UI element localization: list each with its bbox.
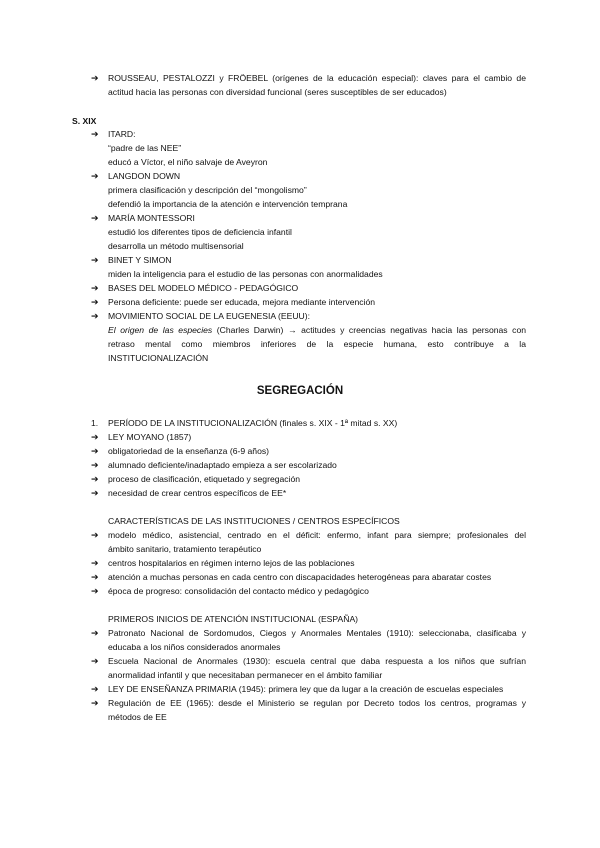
bullet-arrow-icon: ➔ [91,474,99,484]
bullet-arrow-icon: ➔ [91,129,99,139]
section-heading-sxix: S. XIX [72,116,97,126]
bases-modelo: BASES DEL MODELO MÉDICO - PEDAGÓGICO [108,283,299,293]
inicios-heading: PRIMEROS INICIOS DE ATENCIÓN INSTITUCIONAL (ESPAÑA) [108,614,359,624]
book-title: El origen de las especies [108,325,213,335]
inicio-1-line-2: educaba a los niños considerados anormales [108,642,281,652]
list-item: LEY MOYANO (1857) [108,432,192,442]
list-item: obligatoriedad de la enseñanza (6-9 años) [108,446,270,456]
langdon-line-2: defendió la importancia de la atención e intervención temprana [108,199,348,209]
caracteristicas-heading: CARACTERÍSTICAS DE LAS INSTITUCIONES / CENTROS ESPECÍFICOS [108,516,400,526]
eugenesia-line-2: retraso mental como miembros inferiores de la especie humana, esto contribuye a la [108,339,526,349]
inicio-4-line-1: Regulación de EE (1965): desde el Ministerio se regulan por Decreto todos los centros, programas y [108,698,526,708]
bullet-arrow-icon: ➔ [91,297,99,307]
bullet-arrow-icon: ➔ [91,432,99,442]
caracteristica-1-line-2: ámbito sanitario, tratamiento terapéutico [108,544,262,554]
persona-deficiente: Persona deficiente: puede ser educada, mejora mediante intervención [108,297,376,307]
bullet-arrow-icon: ➔ [91,460,99,470]
eugenesia-line-1 [108,325,526,336]
intro-line-1: ROUSSEAU, PESTALOZZI y FRÖEBEL (orígenes de la educación especial): claves para el cambio de [108,73,526,83]
bullet-arrow-icon: ➔ [91,311,99,321]
inicio-3: LEY DE ENSEÑANZA PRIMARIA (1945): primera ley que da lugar a la creación de escuelas especiales [108,684,504,694]
bullet-arrow-icon: ➔ [91,73,99,83]
inicio-4-line-2: métodos de EE [108,712,167,722]
binet-line-1: miden la inteligencia para el estudio de las personas con anormalidades [108,269,383,279]
bullet-arrow-icon: ➔ [91,283,99,293]
bullet-arrow-icon: ➔ [91,446,99,456]
inicio-2-line-1: Escuela Nacional de Anormales (1930): escuela central que daba respuesta a los niños que sufrían [108,656,526,666]
list-item: proceso de clasificación, etiquetado y segregación [108,474,301,484]
caracteristica-2: centros hospitalarios en régimen interno lejos de las poblaciones [108,558,355,568]
numbered-marker: 1. [91,418,99,428]
langdon-line-1: primera clasificación y descripción del “mongolismo” [108,185,307,195]
bullet-arrow-icon: ➔ [91,213,99,223]
eugenesia-name: MOVIMIENTO SOCIAL DE LA EUGENESIA (EEUU): [108,311,310,321]
bullet-arrow-icon: ➔ [91,488,99,498]
langdon-name: LANGDON DOWN [108,171,181,181]
binet-name: BINET Y SIMON [108,255,172,265]
bullet-arrow-icon: ➔ [91,656,99,666]
caracteristica-4: época de progreso: consolidación del contacto médico y pedagógico [108,586,369,596]
list-item: necesidad de crear centros específicos de EE* [108,488,287,498]
bullet-arrow-icon: ➔ [91,684,99,694]
bullet-arrow-icon: ➔ [91,586,99,596]
bullet-arrow-icon: ➔ [91,572,99,582]
inicio-1-line-1: Patronato Nacional de Sordomudos, Ciegos y Anormales Mentales (1910): seleccionaba, clasificaba y [108,628,526,638]
montessori-name: MARÍA MONTESSORI [108,213,195,223]
bullet-arrow-icon: ➔ [91,558,99,568]
bullet-arrow-icon: ➔ [91,171,99,181]
bullet-arrow-icon: ➔ [91,255,99,265]
caracteristica-3: atención a muchas personas en cada centro con discapacidades heterogéneas para abaratar costes [108,572,492,582]
institucionalizacion-period: PERÍODO DE LA INSTITUCIONALIZACIÓN (finales s. XIX - 1ª mitad s. XX) [108,418,398,428]
itard-line-1: “padre de las NEE” [108,143,182,153]
montessori-line-1: estudió los diferentes tipos de deficiencia infantil [108,227,292,237]
inicio-2-line-2: anormalidad infantil y que necesitaban permanecer en el ámbito familiar [108,670,383,680]
eugenesia-line-1-rest: (Charles Darwin) → actitudes y creencias negativas hacia las personas con [212,325,526,335]
intro-line-2: actitud hacia las personas con diversidad funcional (seres susceptibles de ser educados) [108,87,447,97]
bullet-arrow-icon: ➔ [91,698,99,708]
list-item: alumnado deficiente/inadaptado empieza a ser escolarizado [108,460,337,470]
bullet-arrow-icon: ➔ [91,628,99,638]
caracteristica-1-line-1: modelo médico, asistencial, centrado en el déficit: enfermo, infant para siempre; profesionales del [108,530,526,540]
itard-name: ITARD: [108,129,136,139]
segregacion-title: SEGREGACIÓN [256,385,344,397]
eugenesia-line-3: INSTITUCIONALIZACIÓN [108,353,209,363]
montessori-line-2: desarrolla un método multisensorial [108,241,244,251]
bullet-arrow-icon: ➔ [91,530,99,540]
itard-line-2: educó a Víctor, el niño salvaje de Aveyron [108,157,268,167]
